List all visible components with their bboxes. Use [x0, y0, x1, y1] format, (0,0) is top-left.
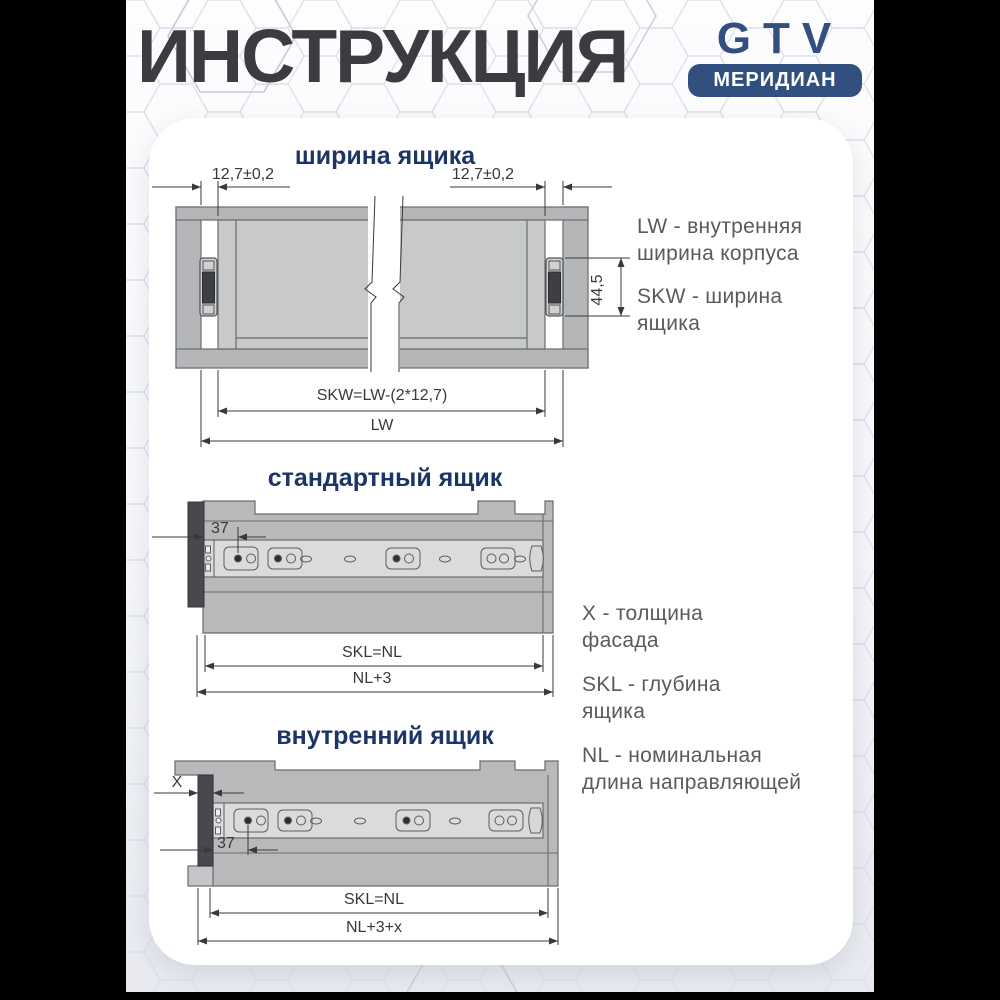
- dim-front-offset-label: 37: [211, 520, 229, 537]
- meridian-badge: [688, 64, 862, 97]
- section-title-drawer-width: ширина ящика: [294, 142, 476, 170]
- photo-border-left: [0, 0, 126, 1000]
- legend-depth: [582, 600, 872, 813]
- photo-border-bottom: [0, 992, 1000, 1000]
- legend-width: [637, 213, 867, 353]
- legend-skl: [582, 671, 872, 725]
- dim-skw-formula-label: SKW=LW-(2*12,7): [316, 387, 448, 404]
- section-title-standard-drawer: стандартный ящик: [267, 464, 503, 492]
- inner-drawer-diagram: [140, 755, 610, 950]
- dim-lw-label: LW: [370, 417, 394, 434]
- facade-panel: [188, 502, 204, 607]
- section-title-inner-drawer: внутренний ящик: [276, 722, 494, 750]
- dim-nl-label: NL+3: [352, 670, 392, 687]
- legend-skl-line2: ящика: [582, 700, 646, 723]
- drawer-box-right: [394, 220, 545, 349]
- dim-facade-thickness-label: X: [171, 774, 183, 791]
- drawer-bottom-left: [176, 349, 374, 368]
- drawer-box-left: [218, 220, 374, 349]
- dim-slide-height-label: 44,5: [589, 274, 606, 306]
- dim-clearance-right-label: 12,7±0,2: [451, 166, 515, 183]
- legend-x-line2: фасада: [582, 629, 659, 652]
- gtv-logo-text: GTV: [716, 14, 844, 63]
- cabinet-top-rail-left: [176, 207, 374, 220]
- legend-lw-line1: LW - внутренняя: [637, 215, 803, 238]
- drawer-bottom-right: [394, 349, 588, 368]
- cabinet-top-rail-right: [394, 207, 588, 220]
- legend-skw-line2: ящика: [637, 312, 701, 335]
- dim-skl-label: SKL=NL: [343, 891, 405, 908]
- legend-lw: [637, 213, 867, 267]
- gtv-logo: [688, 14, 862, 97]
- legend-skw: [637, 283, 867, 337]
- section-break: [368, 198, 400, 372]
- meridian-badge-label: МЕРИДИАН: [713, 69, 837, 91]
- facade-panel: [198, 775, 213, 866]
- rail-end-bracket: [530, 546, 544, 571]
- slide-rail: [213, 803, 543, 838]
- legend-x-line1: X - толщина: [582, 602, 704, 625]
- dim-nl-label: NL+3+x: [345, 919, 403, 936]
- slide-rail: [203, 540, 543, 577]
- legend-nl-line1: NL - номинальная: [582, 744, 763, 767]
- legend-nl: [582, 742, 872, 796]
- legend-skl-line1: SKL - глубина: [582, 673, 721, 696]
- drawer-bottom-ledge: [188, 866, 213, 886]
- slide-cross-section-right: [546, 258, 563, 316]
- slide-cross-section-left: [200, 258, 217, 316]
- dim-skl-label: SKL=NL: [341, 644, 403, 661]
- cabinet-wall-left: [176, 207, 201, 368]
- dim-front-offset-label: 37: [217, 835, 235, 852]
- standard-drawer-diagram: [140, 492, 610, 702]
- rail-end-bracket: [529, 808, 543, 833]
- legend-x: [582, 600, 872, 654]
- photo-border-right: [874, 0, 1000, 1000]
- page-title: ИНСТРУКЦИЯ: [137, 14, 628, 98]
- legend-nl-line2: длина направляющей: [582, 771, 802, 794]
- dim-clearance-left-label: 12,7±0,2: [211, 166, 275, 183]
- legend-skw-line1: SKW - ширина: [637, 285, 783, 308]
- cabinet-wall-right: [563, 207, 588, 368]
- drawer-width-diagram: [140, 150, 660, 460]
- legend-lw-line2: ширина корпуса: [637, 242, 799, 265]
